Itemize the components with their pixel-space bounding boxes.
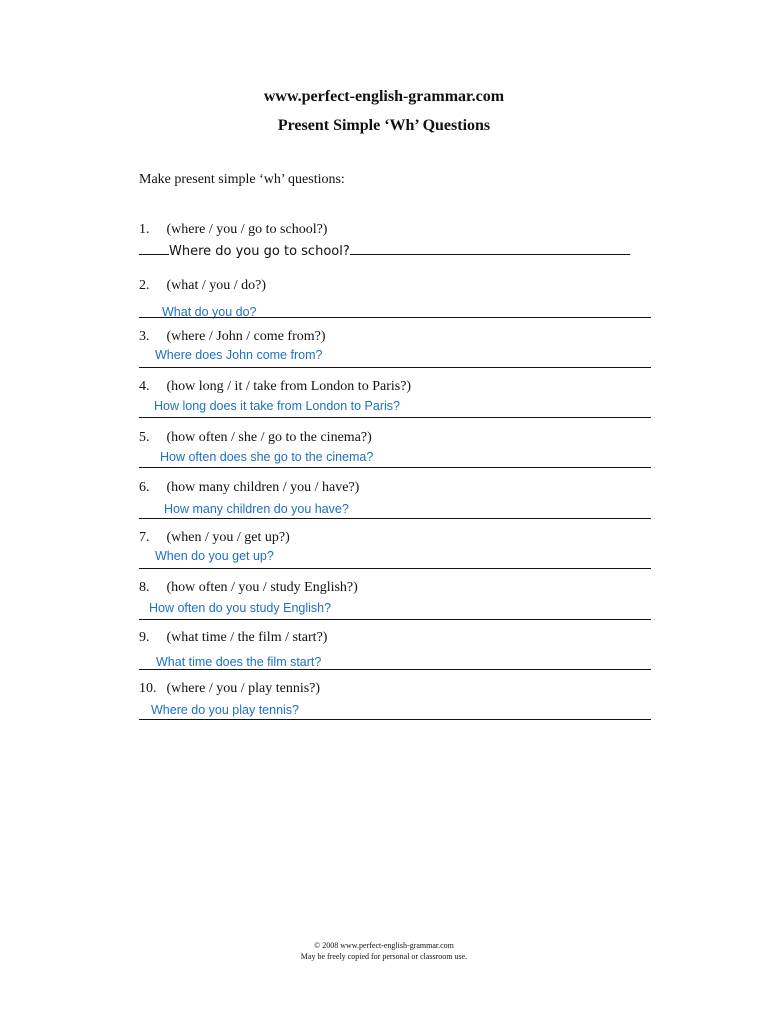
question-number: 2.	[139, 278, 150, 293]
answer-text: How long does it take from London to Paris?	[154, 399, 400, 413]
answer-line	[139, 719, 651, 720]
question-text: (how often / you / study English?)	[166, 580, 358, 595]
question-number: 9.	[139, 630, 150, 645]
question-text: (how long / it / take from London to Paris?)	[166, 379, 412, 394]
answer-line	[139, 619, 651, 620]
question-prompt	[139, 480, 359, 496]
footer-copyright: © 2008 www.perfect-english-grammar.com	[314, 941, 454, 950]
answer-text: How many children do you have?	[164, 502, 349, 516]
question-number: 10.	[139, 681, 157, 696]
answer-text: How often does she go to the cinema?	[160, 450, 374, 464]
question-number: 6.	[139, 480, 150, 495]
question-text: (what time / the film / start?)	[166, 630, 328, 645]
answer-line	[139, 568, 651, 569]
question-text: (where / you / go to school?)	[166, 222, 328, 237]
question-text: (when / you / get up?)	[166, 530, 290, 545]
question-number: 3.	[139, 329, 150, 344]
question-number: 5.	[139, 430, 150, 445]
page-title: Present Simple ‘Wh’ Questions	[277, 117, 491, 134]
question-prompt	[139, 681, 320, 697]
answer-text: What do you do?	[162, 305, 257, 319]
answer-line	[139, 417, 651, 418]
answer-underline-right	[350, 242, 630, 255]
question-number: 4.	[139, 379, 150, 394]
answer-line	[139, 367, 651, 368]
site-url: www.perfect-english-grammar.com	[263, 88, 505, 105]
answer-text: Where does John come from?	[155, 348, 323, 362]
instructions: Make present simple ‘wh’ questions:	[139, 172, 345, 187]
answer-line	[139, 467, 651, 468]
question-prompt	[139, 430, 372, 446]
answer-text: When do you get up?	[155, 549, 274, 563]
page-footer	[0, 940, 768, 962]
question-number: 1.	[139, 222, 150, 237]
answer-line	[139, 317, 651, 318]
answer-line	[139, 518, 651, 519]
question-text: (how many children / you / have?)	[166, 480, 360, 495]
answer-underline-left	[139, 242, 169, 255]
footer-license: May be freely copied for personal or classroom use.	[300, 952, 468, 961]
answer-text: How often do you study English?	[149, 601, 332, 615]
question-text: (what / you / do?)	[166, 278, 267, 293]
answer-text: Where do you go to school?	[169, 244, 350, 259]
question-prompt	[139, 379, 411, 395]
answer-line	[139, 669, 651, 670]
answer-text: What time does the film start?	[156, 655, 322, 669]
question-number: 7.	[139, 530, 150, 545]
question-prompt	[139, 630, 327, 646]
question-text: (where / John / come from?)	[166, 329, 326, 344]
question-prompt	[139, 580, 358, 596]
question-prompt	[139, 329, 326, 345]
question-text: (how often / she / go to the cinema?)	[166, 430, 372, 445]
answer-text: Where do you play tennis?	[151, 703, 300, 717]
answer-line-filled	[139, 242, 651, 259]
question-prompt	[139, 530, 290, 546]
question-number: 8.	[139, 580, 150, 595]
question-prompt	[139, 278, 266, 294]
question-prompt	[139, 222, 327, 238]
question-text: (where / you / play tennis?)	[166, 681, 321, 696]
